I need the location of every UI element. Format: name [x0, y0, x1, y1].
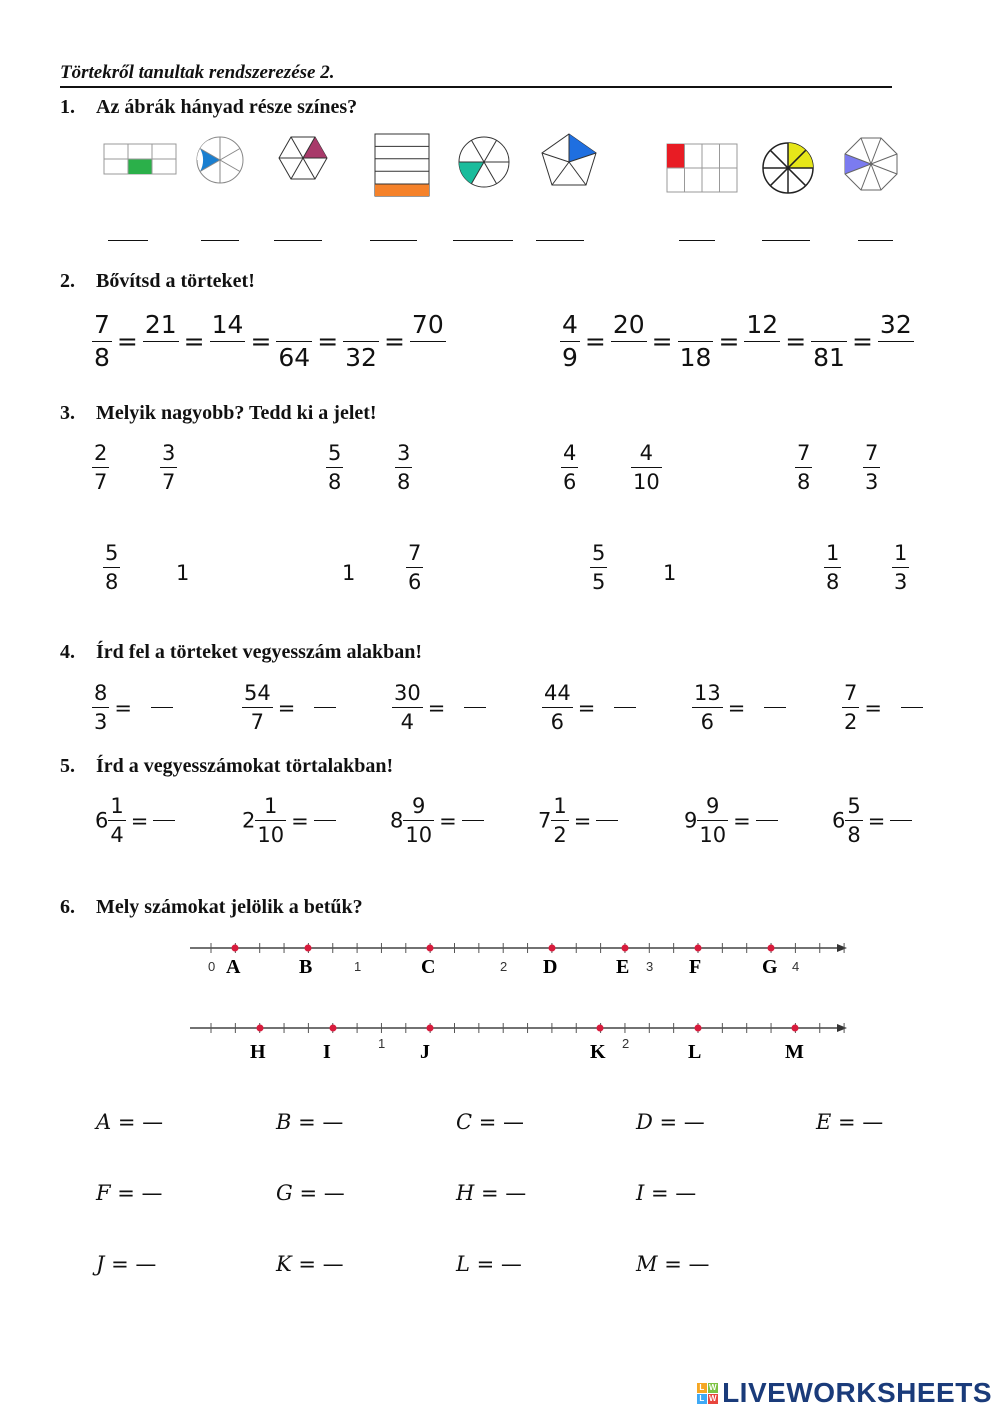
letter-answer: I = — [636, 1181, 697, 1205]
point-letter: B [299, 956, 313, 978]
fraction: 4 6 [563, 441, 577, 495]
letter-answer: A = — [96, 1110, 164, 1134]
point-dot [695, 945, 702, 952]
answer-blank[interactable] [464, 707, 486, 708]
fraction: $\frac{44}{6}$ [544, 681, 571, 735]
answer-line[interactable] [858, 240, 893, 241]
fraction: 4 10 [633, 441, 660, 495]
point-letter: G [762, 956, 778, 978]
fraction: $\frac{8}{3}$ [94, 681, 108, 735]
worksheet-title: Törtekről tanultak rendszerezése 2. [60, 60, 892, 88]
figure-grid-eighths [667, 144, 737, 192]
letter-answer: F = — [96, 1181, 163, 1205]
point-dot [768, 945, 775, 952]
fraction: 21 [143, 312, 179, 372]
letter-answer: L = — [456, 1252, 522, 1276]
fraction: $\frac{7}{2}$ [844, 681, 858, 735]
answer-blank[interactable] [153, 820, 175, 821]
fraction: 5 5 [592, 541, 606, 595]
figure-octagon-eighths [845, 138, 897, 190]
answer-blank[interactable] [901, 707, 923, 708]
point-letter: H [250, 1041, 266, 1063]
letter-answer: M = — [636, 1252, 710, 1276]
point-dot [792, 1025, 799, 1032]
letter-answer: G = — [276, 1181, 345, 1205]
point-letter: L [688, 1041, 702, 1063]
fraction: 32 [878, 312, 914, 372]
tick-label: 4 [792, 959, 800, 974]
liveworksheets-logo: L W L W LIVEWORKSHEETS [697, 1377, 992, 1409]
point-letter: E [616, 956, 630, 978]
arrow-icon [837, 944, 847, 952]
figure-stripes-fifths [375, 134, 429, 196]
figure-hexagon-sixths [279, 137, 327, 179]
fraction: 14 [210, 312, 246, 372]
point-letter: D [543, 956, 558, 978]
point-dot [232, 945, 239, 952]
answer-line[interactable] [679, 240, 715, 241]
answer-line[interactable] [762, 240, 810, 241]
fraction: 5 8 [328, 441, 342, 495]
fraction-figures [100, 128, 920, 208]
fraction: 20 [611, 312, 647, 372]
fraction: 81 [813, 343, 845, 373]
point-letter: I [323, 1041, 331, 1063]
answer-blank[interactable] [314, 820, 336, 821]
point-dot [330, 1025, 337, 1032]
point-letter: J [420, 1041, 430, 1063]
fraction: 32 [345, 343, 377, 373]
letter-answer: C = — [456, 1110, 525, 1134]
fraction: 3 7 [162, 441, 176, 495]
fraction: 5 8 [105, 541, 119, 595]
fraction: $\frac{9}{10}$ [405, 794, 433, 848]
answer-blank[interactable] [462, 820, 484, 821]
fraction: 7 8 [797, 441, 811, 495]
fraction: $\frac{1}{2}$ [553, 794, 567, 848]
answer-blank[interactable] [764, 707, 786, 708]
arrow-icon [837, 1024, 847, 1032]
whole-number: 1 [663, 561, 677, 585]
fraction: 18 [679, 343, 712, 373]
answer-blank[interactable] [614, 707, 636, 708]
figure-circle-sixths [197, 137, 243, 183]
question-3-title: 3. Melyik nagyobb? Tedd ki a jelet! [60, 402, 377, 424]
logo-badge-icon: L W L W [697, 1383, 718, 1404]
question-1-title: 1. Az ábrák hányad része színes? [60, 96, 358, 118]
fraction: $\frac{9}{10}$ [699, 794, 727, 848]
fraction: $\frac{1}{4}$ [110, 794, 124, 848]
figure-circle-sixths-teal [459, 137, 509, 187]
number-line-1 [190, 943, 847, 978]
letter-answer: E = — [816, 1110, 884, 1134]
fraction: 64 [278, 343, 311, 373]
answer-line[interactable] [370, 240, 417, 241]
fraction: 7 6 [408, 541, 422, 595]
answer-line[interactable] [274, 240, 322, 241]
point-letter: C [421, 956, 436, 978]
fraction: 1 8 [826, 541, 840, 595]
point-letter: K [590, 1041, 606, 1063]
answer-blank[interactable] [151, 707, 173, 708]
answer-blank[interactable] [314, 707, 336, 708]
point-dot [257, 1025, 264, 1032]
figure-rectangle-grid [104, 144, 176, 174]
figure-pentagon-fifths [542, 134, 596, 185]
fraction: 3 8 [397, 441, 411, 495]
answer-blank[interactable] [890, 820, 912, 821]
point-dot [427, 945, 434, 952]
letter-answer: D = — [636, 1110, 705, 1134]
question-6-title: 6. Mely számokat jelölik a betűk? [60, 896, 363, 918]
answer-line[interactable] [201, 240, 239, 241]
figure-circle-eighths [763, 143, 813, 193]
point-dot [427, 1025, 434, 1032]
point-dot [549, 945, 556, 952]
tick-label: 0 [208, 959, 216, 974]
fraction: $\frac{54}{7}$ [244, 681, 271, 735]
point-letter: M [785, 1041, 804, 1063]
answer-line[interactable] [536, 240, 584, 241]
fraction-chain-2: $\frac{4}{9}$ = 20 = 18 = 12 = 81 = 32 [562, 310, 912, 373]
answer-line[interactable] [453, 240, 513, 241]
tick-label: 1 [354, 959, 362, 974]
tick-label: 2 [622, 1036, 630, 1051]
fraction: 7 3 [865, 441, 879, 495]
fraction: $\frac{4}{9}$ [562, 310, 578, 373]
letter-answer: K = — [276, 1252, 344, 1276]
fraction: 2 7 [94, 441, 108, 495]
fraction: $\frac{5}{8}$ [847, 794, 861, 848]
point-dot [597, 1025, 604, 1032]
tick-label: 3 [646, 959, 654, 974]
point-letter: F [689, 956, 702, 978]
point-letter: A [226, 956, 241, 978]
letter-answer: B = — [276, 1110, 344, 1134]
question-2-title: 2. Bővítsd a törteket! [60, 270, 255, 292]
answer-line[interactable] [108, 240, 148, 241]
point-dot [305, 945, 312, 952]
letter-answer: H = — [456, 1181, 527, 1205]
tick-label: 2 [500, 959, 508, 974]
whole-number: 1 [176, 561, 190, 585]
fraction-chain-1: $\frac{7}{8}$ = 21 = 14 = 64 = 32 = 70 [94, 310, 444, 373]
fraction: $\frac{7}{8}$ [94, 310, 110, 373]
letter-answer: J = — [96, 1252, 157, 1276]
answer-blank[interactable] [756, 820, 778, 821]
number-line-2 [190, 1023, 847, 1063]
fraction: $\frac{1}{10}$ [257, 794, 285, 848]
fraction: 12 [744, 312, 780, 372]
point-dot [695, 1025, 702, 1032]
point-dot [622, 945, 629, 952]
whole-number: 1 [342, 561, 356, 585]
number-lines [185, 935, 855, 1075]
question-5-title: 5. Írd a vegyesszámokat törtalakban! [60, 755, 394, 777]
fraction: 70 [410, 312, 446, 372]
tick-label: 1 [378, 1036, 386, 1051]
fraction: $\frac{30}{4}$ [394, 681, 421, 735]
answer-blank[interactable] [596, 820, 618, 821]
fraction: 1 3 [894, 541, 908, 595]
fraction: $\frac{13}{6}$ [694, 681, 721, 735]
question-4-title: 4. Írd fel a törteket vegyesszám alakban! [60, 641, 423, 663]
